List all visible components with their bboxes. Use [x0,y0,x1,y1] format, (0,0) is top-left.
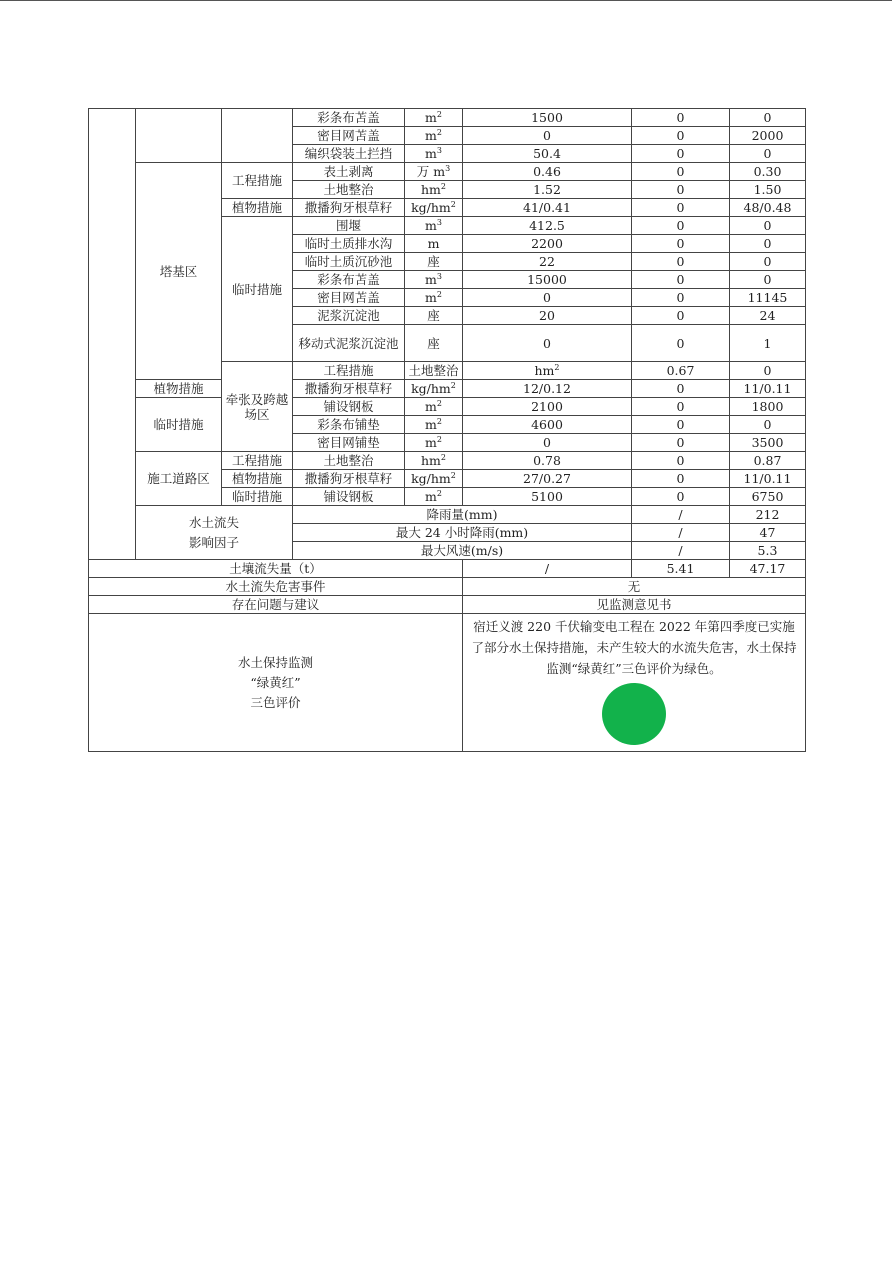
evaluation-label-line2: “绿黄红” [250,674,301,690]
measure-plant: 植物措施 [136,380,222,398]
unit: $m^3$ [405,271,463,289]
table-row [89,452,806,470]
plan-value: / [632,506,730,524]
unit: $m^3$ [405,217,463,235]
total-value: 3500 [730,434,806,452]
quarter-value: 0 [632,217,730,235]
quarter-value: 0 [632,307,730,325]
table-row [89,614,806,752]
unit: 座 [405,253,463,271]
unit: $m^2$ [405,289,463,307]
quarter-value: 5.3 [730,542,806,560]
monitoring-table [88,108,806,752]
total-value: 11/0.11 [730,470,806,488]
unit: 座 [405,325,463,362]
plan-value: 0.67 [632,362,730,380]
plan-value: 412.5 [463,217,632,235]
total-value: 2000 [730,127,806,145]
total-value: 0.87 [730,452,806,470]
plan-value: 12/0.12 [463,380,632,398]
plan-value: 0 [463,325,632,362]
quarter-value: 0 [632,470,730,488]
total-value: 0 [730,235,806,253]
quarter-value: 0 [632,163,730,181]
quarter-value: 0 [632,289,730,307]
total-value: 1.50 [730,181,806,199]
unit: 座 [405,307,463,325]
plan-value: 0 [463,434,632,452]
unit: $m^2$ [405,109,463,127]
plan-value: 15000 [463,271,632,289]
soil-loss-label: 土壤流失量（t） [89,560,463,578]
quarter-value: 0 [632,253,730,271]
plan-value: 1500 [463,109,632,127]
total-value: 24 [730,307,806,325]
item-name: 土地整治 [293,181,405,199]
table-row [89,578,806,596]
factors-label-text: 水土流失影响因子 [188,514,239,550]
item-name: 移动式泥浆沉淀池 [293,325,405,362]
item-name: 撒播狗牙根草籽 [293,380,405,398]
item-name: 泥浆沉淀池 [293,307,405,325]
table-row [89,596,806,614]
total-value: 0 [730,253,806,271]
item-name: 彩条布铺垫 [293,416,405,434]
measure-plant: 植物措施 [222,470,293,488]
plan-value: / [632,524,730,542]
item-name: 围堰 [293,217,405,235]
quarter-value: 0 [632,380,730,398]
item-name: 撒播狗牙根草籽 [293,199,405,217]
plan-value: 27/0.27 [463,470,632,488]
quarter-value: 0 [632,109,730,127]
zone-cell-prev [136,109,222,163]
plan-value: 0.78 [463,452,632,470]
plan-value: 50.4 [463,145,632,163]
total-value: 11145 [730,289,806,307]
total-value: 0 [730,416,806,434]
blank-cell [89,109,136,560]
item-name: 土地整治 [405,362,463,380]
quarter-value: 0 [632,398,730,416]
item-name: 临时土质沉砂池 [293,253,405,271]
measure-temporary: 临时措施 [136,398,222,452]
measure-plant: 植物措施 [222,199,293,217]
total-value: 0 [730,271,806,289]
unit: $hm^2$ [405,181,463,199]
total-value: 0 [730,217,806,235]
quarter-value: 0 [632,127,730,145]
zone-tower: 塔基区 [136,163,222,380]
plan-value: 0.46 [463,163,632,181]
plan-value: 4600 [463,416,632,434]
unit: m [405,235,463,253]
table-row [89,506,806,524]
unit: $hm^2$ [405,452,463,470]
quarter-value: 0 [632,235,730,253]
quarter-value: 0 [632,325,730,362]
item-name: 密目网铺垫 [293,434,405,452]
item-name: 撒播狗牙根草籽 [293,470,405,488]
quarter-value: 0 [632,181,730,199]
unit: $kg/hm^2$ [405,199,463,217]
item-name: 表土剥离 [293,163,405,181]
total-value: 1800 [730,398,806,416]
table-row [89,398,806,416]
quarter-value: 47 [730,524,806,542]
quarter-value: 0 [632,416,730,434]
unit: $kg/hm^2$ [405,470,463,488]
quarter-value: 5.41 [632,560,730,578]
plan-value: 5100 [463,488,632,506]
factor-wind: 最大风速(m/s) [293,542,632,560]
plan-value: 22 [463,253,632,271]
measure-temporary: 临时措施 [222,217,293,362]
total-value: 47.17 [730,560,806,578]
quarter-value: 0 [632,145,730,163]
evaluation-text: 宿迁义渡 220 千伏输变电工程在 2022 年第四季度已实施了部分水土保持措施，未产生较大的水流失危害，水土保持监测“绿黄红”三色评价为绿色。 [471,619,797,676]
quarter-value: 0 [730,362,806,380]
total-value: 0.30 [730,163,806,181]
page-top-border [0,0,892,1]
item-name: 密目网苫盖 [293,127,405,145]
evaluation-label-line1: 水土保持监测 [237,654,313,670]
zone-road: 施工道路区 [136,452,222,506]
issues-label: 存在问题与建议 [89,596,463,614]
table-row [89,163,806,181]
unit: $m^3$ [405,145,463,163]
plan-value: 41/0.41 [463,199,632,217]
measure-engineering: 工程措施 [222,163,293,199]
quarter-value: 0 [632,434,730,452]
plan-value: 0 [463,127,632,145]
item-name: 编织袋装土拦挡 [293,145,405,163]
measure-engineering: 工程措施 [222,452,293,470]
evaluation-cell [463,614,806,752]
item-name: 密目网苫盖 [293,289,405,307]
unit: $m^2$ [405,488,463,506]
unit: $m^2$ [405,127,463,145]
green-status-dot [602,683,666,745]
total-value: 0 [730,145,806,163]
item-name: 彩条布苫盖 [293,271,405,289]
unit: 万 $m^3$ [405,163,463,181]
quarter-value: 0 [632,488,730,506]
unit: $m^2$ [405,416,463,434]
item-name: 铺设钢板 [293,488,405,506]
plan-value: / [632,542,730,560]
quarter-value: 0 [632,271,730,289]
item-name: 彩条布苫盖 [293,109,405,127]
measure-engineering: 工程措施 [293,362,405,380]
table-row [89,109,806,127]
quarter-value: 0 [632,199,730,217]
issues-value: 见监测意见书 [463,596,806,614]
item-name: 临时土质排水沟 [293,235,405,253]
total-value: 0 [730,109,806,127]
quarter-value: 212 [730,506,806,524]
table-row [89,560,806,578]
total-value: 6750 [730,488,806,506]
factors-label [136,506,293,560]
plan-value: 20 [463,307,632,325]
hazard-value: 无 [463,578,806,596]
unit: $m^2$ [405,434,463,452]
total-value: 48/0.48 [730,199,806,217]
item-name: 土地整治 [293,452,405,470]
plan-value: 0 [463,289,632,307]
measure-temporary: 临时措施 [222,488,293,506]
evaluation-label-line3: 三色评价 [250,694,301,710]
zone-stringing: 牵张及跨越场区 [222,362,293,452]
measure-cell-prev [222,109,293,163]
plan-value: 2100 [463,398,632,416]
total-value: 1 [730,325,806,362]
plan-value: 2200 [463,235,632,253]
plan-value: / [463,560,632,578]
factor-rain: 降雨量(mm) [293,506,632,524]
evaluation-label [89,614,463,752]
factor-max24: 最大 24 小时降雨(mm) [293,524,632,542]
unit: $kg/hm^2$ [405,380,463,398]
table-row [89,380,806,398]
plan-value: 1.52 [463,181,632,199]
item-name: 铺设钢板 [293,398,405,416]
unit: $hm^2$ [463,362,632,380]
hazard-label: 水土流失危害事件 [89,578,463,596]
total-value: 11/0.11 [730,380,806,398]
unit: $m^2$ [405,398,463,416]
quarter-value: 0 [632,452,730,470]
